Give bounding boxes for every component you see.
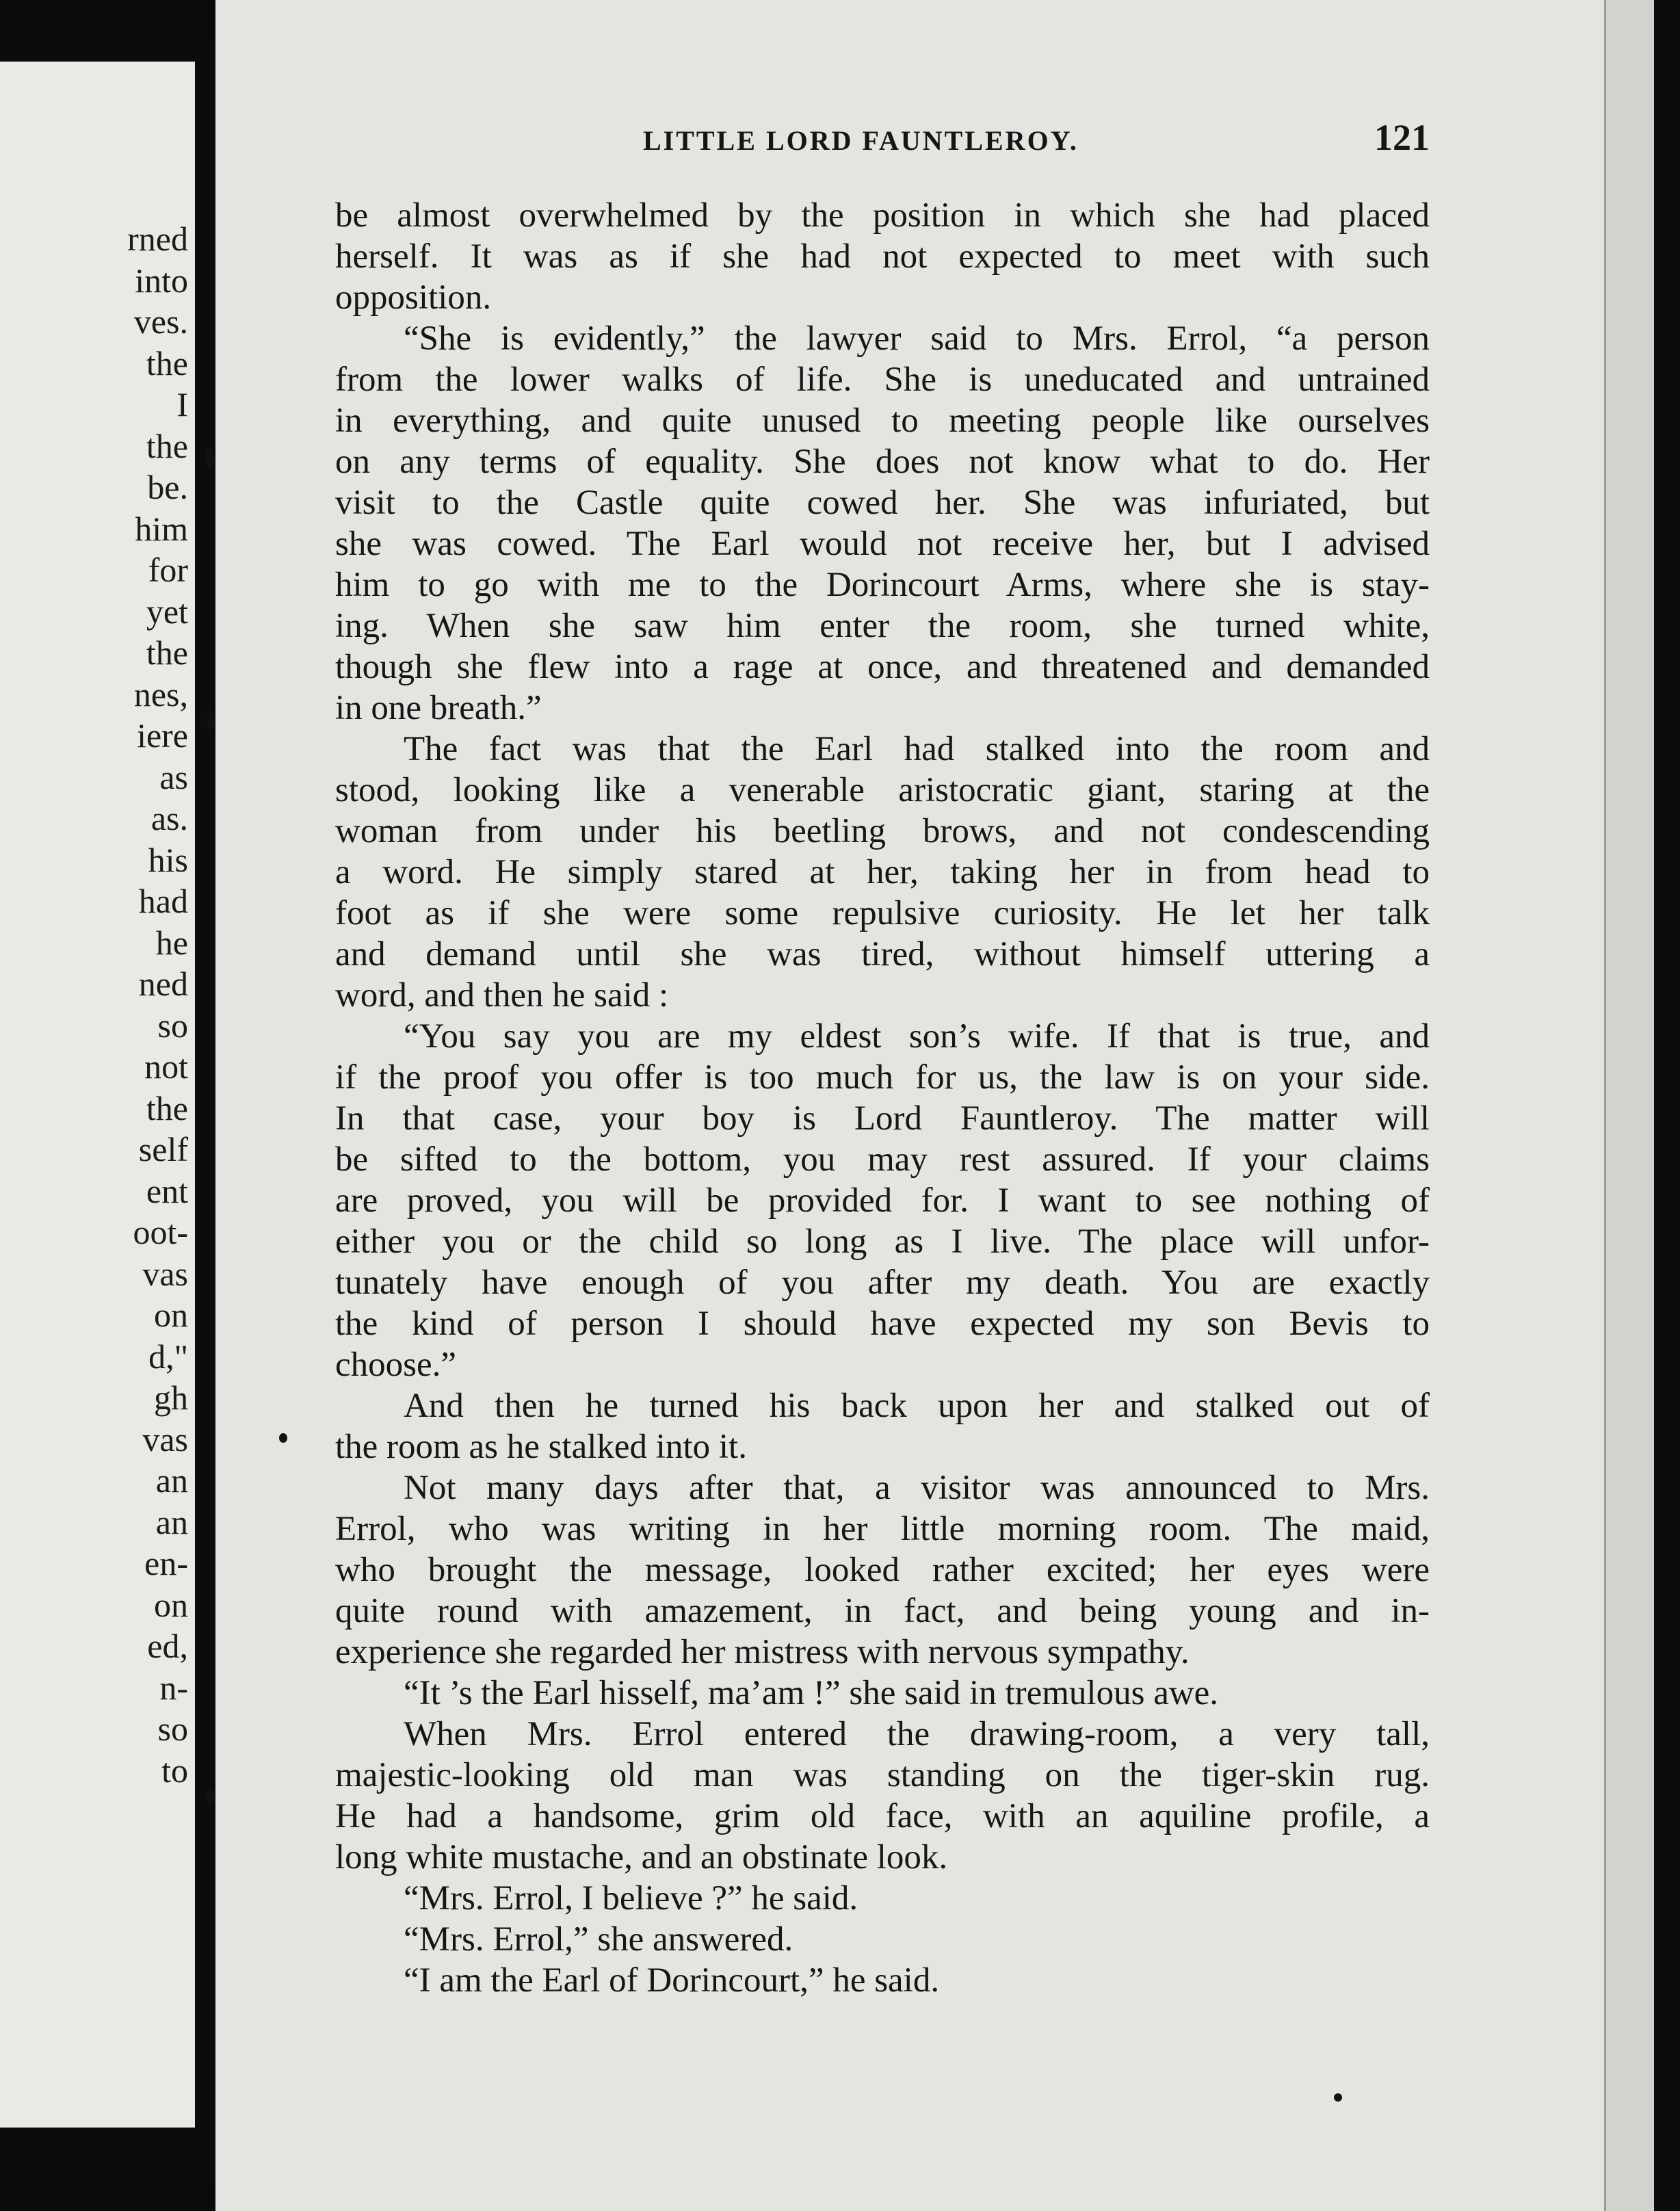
left-page-fragment: to [161, 1751, 188, 1790]
left-page-fragment: self [138, 1130, 188, 1168]
left-page-fragment: the [146, 426, 188, 465]
text-line: opposition. [335, 278, 492, 317]
left-page-fragment: he [155, 923, 188, 962]
text-line: be sifted to the bottom, you may rest assured. If your claims [335, 1140, 1430, 1179]
left-page-fragment: on [154, 1585, 188, 1624]
text-line: “You say you are my eldest son’s wife. If that is true, and [404, 1017, 1430, 1056]
page-edge [1604, 0, 1654, 2211]
text-line: a word. He simply stared at her, taking her in from head to [335, 853, 1430, 891]
text-line: “Mrs. Errol, I believe ?” he said. [404, 1879, 858, 1918]
running-head: LITTLE LORD FAUNTLEROY. [643, 125, 1079, 156]
left-page-fragment: into [135, 261, 188, 300]
text-line: “It ’s the Earl hisself, ma’am !” she said in tremulous awe. [404, 1674, 1219, 1712]
left-page-fragment: on [154, 1296, 188, 1334]
text-line: foot as if she were some repulsive curiosity. He let her talk [335, 894, 1430, 932]
text-line: be almost overwhelmed by the position in which she had placed [335, 196, 1430, 235]
text-line: Errol, who was writing in her little morning room. The maid, [335, 1510, 1430, 1548]
left-page-fragment: as. [150, 799, 188, 837]
ink-speck [207, 1789, 215, 1804]
text-line: In that case, your boy is Lord Fauntleroy. The matter will [335, 1099, 1430, 1138]
text-line: woman from under his beetling brows, and not condescending [335, 812, 1430, 850]
left-page-fragment: vas [142, 1420, 188, 1458]
text-line: on any terms of equality. She does not know what to do. Her [335, 443, 1430, 481]
left-page-fragment: so [157, 1710, 188, 1748]
left-page-fragment: an [155, 1461, 188, 1500]
left-page-fragment: ent [146, 1171, 188, 1210]
left-page-fragment: the [146, 1088, 188, 1127]
left-page-fragment: him [135, 509, 188, 548]
text-line: and demand until she was tired, without himself uttering a [335, 935, 1430, 973]
left-page-fragment: iere [137, 716, 188, 755]
text-line: herself. It was as if she had not expected to meet with such [335, 237, 1430, 276]
body-text [335, 195, 1430, 2001]
ink-speck [279, 1433, 287, 1443]
left-page-fragment: gh [154, 1378, 188, 1417]
text-line: stood, looking like a venerable aristocratic giant, staring at the [335, 771, 1430, 809]
text-line: word, and then he said : [335, 976, 669, 1015]
left-page-fragment: oot- [133, 1213, 188, 1251]
book-gutter [195, 41, 215, 2182]
left-page-fragment: the [146, 633, 188, 672]
left-page-fragment: en- [144, 1544, 188, 1582]
text-line: in everything, and quite unused to meeting people like ourselves [335, 402, 1430, 440]
ink-speck [207, 711, 215, 729]
text-line: are proved, you will be provided for. I want to see nothing of [335, 1181, 1430, 1220]
text-line: “I am the Earl of Dorincourt,” he said. [404, 1961, 940, 2000]
text-line: visit to the Castle quite cowed her. She was infuriated, but [335, 484, 1430, 522]
text-line: He had a handsome, grim old face, with an aquiline profile, a [335, 1797, 1430, 1835]
left-page-fragment: as [159, 757, 188, 796]
left-page-fragment: an [155, 1502, 188, 1541]
text-line: Not many days after that, a visitor was announced to Mrs. [404, 1469, 1430, 1507]
page-number: 121 [1374, 117, 1430, 158]
text-line: him to go with me to the Dorincourt Arms, where she is stay- [335, 566, 1430, 604]
left-page-fragment: yet [146, 592, 188, 631]
text-line: majestic-looking old man was standing on the tiger-skin rug. [335, 1756, 1430, 1794]
left-page-fragment: the [146, 343, 188, 382]
left-page-margin [0, 62, 195, 2128]
left-page-fragment: ed, [147, 1627, 188, 1665]
left-page-fragment: ned [138, 965, 188, 1003]
page-header [424, 116, 1430, 164]
text-line: “She is evidently,” the lawyer said to Mrs. Errol, “a person [404, 319, 1430, 358]
left-page-fragment: n- [159, 1668, 188, 1707]
text-line: though she flew into a rage at once, and threatened and demanded [335, 648, 1430, 686]
text-line: choose.” [335, 1346, 457, 1384]
text-line: The fact was that the Earl had stalked into the room and [404, 730, 1430, 768]
left-page-fragment: nes, [133, 675, 188, 714]
text-line: experience she regarded her mistress with nervous sympathy. [335, 1633, 1190, 1671]
left-page-fragment: his [148, 840, 188, 879]
text-line: “Mrs. Errol,” she answered. [404, 1920, 793, 1959]
text-line: from the lower walks of life. She is uneducated and untrained [335, 361, 1430, 399]
text-line: the room as he stalked into it. [335, 1428, 747, 1466]
text-line: And then he turned his back upon her and stalked out of [404, 1387, 1430, 1425]
text-line: When Mrs. Errol entered the drawing-room, a very tall, [404, 1715, 1430, 1753]
text-line: ing. When she saw him enter the room, she turned white, [335, 607, 1430, 645]
text-line: in one breath.” [335, 689, 542, 727]
ink-speck [205, 448, 215, 469]
left-page-fragment: be. [147, 468, 188, 506]
left-page-fragment: for [148, 551, 188, 589]
text-line: either you or the child so long as I live. The place will unfor- [335, 1222, 1430, 1261]
left-page-fragment: d," [148, 1337, 188, 1376]
text-line: if the proof you offer is too much for us, the law is on your side. [335, 1058, 1430, 1097]
text-line: tunately have enough of you after my death. You are exactly [335, 1264, 1430, 1302]
text-line: she was cowed. The Earl would not receive her, but I advised [335, 525, 1430, 563]
left-page-fragment: I [176, 385, 188, 423]
text-line: who brought the message, looked rather excited; her eyes were [335, 1551, 1430, 1589]
text-line: the kind of person I should have expected my son Bevis to [335, 1305, 1430, 1343]
left-page-fragment: had [138, 882, 188, 920]
text-line: long white mustache, and an obstinate look. [335, 1838, 948, 1876]
left-page-fragment: not [144, 1047, 188, 1086]
left-page-fragment: so [157, 1006, 188, 1045]
left-page-fragment: ves. [133, 302, 188, 341]
text-line: quite round with amazement, in fact, and being young and in- [335, 1592, 1430, 1630]
ink-speck [1334, 2093, 1342, 2102]
left-page-fragment: rned [127, 220, 188, 258]
left-page-fragment: vas [142, 1254, 188, 1293]
